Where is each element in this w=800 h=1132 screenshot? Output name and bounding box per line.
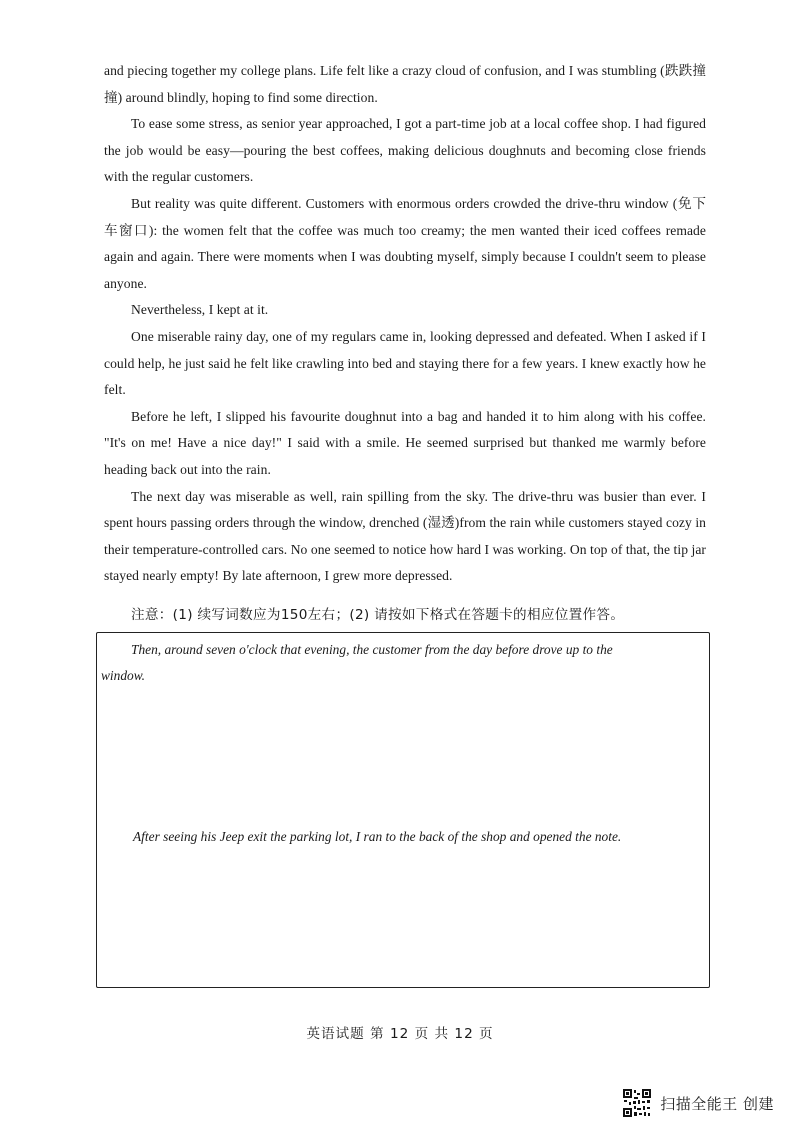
scanner-watermark-text: 扫描全能王 创建 [660, 1094, 774, 1113]
passage-paragraph-6: Before he left, I slipped his favourite doughnut into a bag and handed it to him along with his coffee. "It's on me! Have a nice day!" I said with a smile. He seemed surprised but thanked me warmly before heading back out into the rain. [104, 408, 706, 477]
answer-box [96, 632, 710, 988]
continuation-prompt-1 [101, 637, 707, 689]
prompt-1-line-1: Then, around seven o'clock that evening, the customer from the day before drove up to the [131, 642, 613, 657]
page-footer: 英语试题 第 12 页 共 12 页 [306, 1026, 494, 1042]
qr-code-icon [622, 1088, 652, 1118]
passage-paragraph-4: Nevertheless, I kept at it. [131, 302, 269, 318]
continuation-prompt-2: After seeing his Jeep exit the parking lot, I ran to the back of the shop and opened the note. [133, 829, 622, 844]
passage-paragraph-7: The next day was miserable as well, rain spilling from the sky. The drive-thru was busier than ever. I spent hours passing orders through the window, drenched (湿透)from the rain while customers stayed cozy in their temperature-controlled cars. No one seemed to notice how hard I was working. On top of that, the tip jar stayed nearly empty! By late afternoon, I grew more depressed. [104, 488, 706, 584]
scanner-watermark [622, 1088, 774, 1118]
passage-paragraph-2: To ease some stress, as senior year approached, I got a part-time job at a local coffee shop. I had figured the job would be easy—pouring the best coffees, making delicious doughnuts and becoming close friends with the regular customers. [104, 116, 706, 185]
prompt-1-line-2: window. [101, 668, 146, 683]
writing-notice: 注意：(1) 续写词数应为150左右；(2) 请按如下格式在答题卡的相应位置作答。 [131, 607, 625, 623]
passage-paragraph-5: One miserable rainy day, one of my regulars came in, looking depressed and defeated. When I asked if I could help, he just said he felt like crawling into bed and staying there for a few years. I knew exactly how he felt. [104, 328, 706, 398]
passage-paragraph-3: But reality was quite different. Customers with enormous orders crowded the drive-thru window (免下车窗口): the women felt that the coffee was much too creamy; the men wanted their iced coffees remade again and again. There were moments when I was doubting myself, simply because I couldn't seem to please anyone. [104, 195, 706, 291]
passage-paragraph-1: and piecing together my college plans. Life felt like a crazy cloud of confusion, and I was stumbling (跌跌撞撞) around blindly, hoping to find some direction. [104, 63, 706, 105]
reading-passage [104, 58, 706, 590]
